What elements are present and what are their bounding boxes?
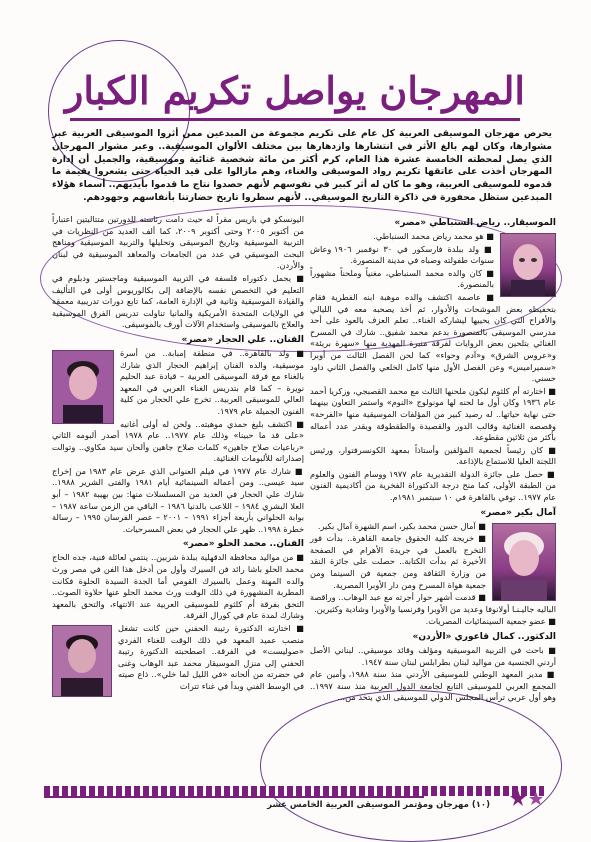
paragraph: ■ اكتشف بليغ حمدي موهبته.. ولحن له أولى أغانيه «على قد ما حبينا» وذلك عام ١٩٧٧.. عام ١٩٧٨ أصدر ألبومه الثاني «رباعيات صلاح جاهين» كلمات صلاح جاهين وألحان سيد مكاوي.. وتوالت إصداراته للألبومات الغنائية. [52, 418, 304, 464]
section-heading-mohamed-el-helw: الفنان.. محمد الحلو «مصر» [182, 539, 304, 550]
photo-mohamed-el-helw [52, 625, 112, 697]
title-underline [70, 118, 520, 121]
footer-rule [44, 796, 424, 798]
section-heading-kamal-kaouri: الدكتور.. كمال قاعوري «الأردن» [412, 632, 556, 642]
photo-riyad-al-sunbati [500, 233, 556, 297]
portrait-icon [493, 524, 555, 600]
paragraph: ■ ولد بالقاهرة.. في منطقة إمبابة.. من أسرة موسيقية، والده الفنان إبراهيم الحجار الذي شارك بالغناء مع فرقة الموسيقى العربية – قيادة عبد الحليم نويرة – كما قام بتدريس الغناء العربي في المعهد العالي للموسيقى العربية.. تخرج علي الحجار من كلية الفنون الجميلة عام ١٩٧٩. [120, 347, 304, 416]
paragraph: ■ عضو جمعية السينمائيات المصريات. [425, 616, 556, 627]
section-heading-sunbati: الموسيقار.. رياض السنباطي «مصر» [394, 218, 556, 228]
paragraph: ■ هو محمد رياض محمد السنباطي. [373, 231, 494, 241]
decorative-ring-bottom [260, 690, 562, 842]
intro-paragraph: يحرص مهرجان الموسيقى العربية كل عام على تكريم مجموعة من المبدعين ممن أثروا الموسيقى العربية عبر مشوارها، وكان لهم بالغ الأثر في انتشارها وازدهارها بين مختلف الألوان الموسيقية.. وعبر مشوار المهرجان الذي يصل لمحطته الخامسة عشرة هذا العام، كرم أكثر من مائة شخصية غنائية وموسيقية، والجميل أن إدارة المهرجان أخذت على عاتقها تكريم رواد الموسيقى والغناء، وهم مازالوا على قيد الحياة حتى يشعروا بقيمة ما قدموه للموسيقى العربية، وهو ما كان له أثر كبير في نفوسهم لأنهم حصدوا نتاج ما قدموا بأيديهم.. أسماء هؤلاء المبدعين ستظل محفورة في ذاكرة التاريخ الموسيقي.. لأنهم سطروا تاريخ حضارتنا بأنفاسهم وجهودهم. [52, 128, 552, 203]
paragraph: اليونسكو في باريس مقراً له حيث دامت رئاسته للدورتين متتاليتين اعتباراً من أكتوبر ٢٠٠٥ وحتى أكتوبر ٢٠٠٩، كما ألف العديد من النظريات في التربية الموسيقية وتاريخ الموسيقى وتحليلها والتربية الموسيقية ومناهج البحث الموسيقي في عدد من الجامعات والمعاهد الموسيقية في لبنان والأردن. [52, 214, 304, 271]
paragraph: ■ باحث في التربية الموسيقية ومؤلف وقائد موسيقي.. لبناني الأصل أردني الجنسية من مواليد لبنان بطرابلس لبنان سنة ١٩٤٧. [310, 645, 556, 667]
footer-decorative-band [44, 786, 544, 796]
paragraph: ■ ولد ببلدة فارسكور في ٣٠ نوفمبر ١٩٠٦ وعاش سنوات طفولته وصباه في مدينة المنصورة. [310, 243, 494, 266]
star-icon [508, 788, 546, 808]
photo-ali-el-haggar [52, 350, 114, 424]
paragraph: ■ اختارته أم كلثوم ليكون ملحنها الثالث مع محمد القصبجي، وزكريا أحمد عام ١٩٣٦ وكان أول ما لحنه لها مونولوج «النوم» واستمر التعاون بينهما حتى نهاية حياتها.. له رصيد كبير من المؤلفات الموسيقية منها «الفرحة» وقصصه الغنائية وقالب الدور والقصيدة والطقطوقة ويقدر عدد أعماله بأكثر من ثلاثين مقطوعة. [310, 385, 556, 443]
paragraph: ■ من مواليد محافظة الدقهلية ببلدة شربين.. ينتمي لعائلة فنية، جده الحاج محمد الحلو باشا رائد فن السيرك وأول من أدخل هذا الفن في مصر ورث والده المهنة وعمل بالسيرك القومي أما الجدة السيدة الحلوة فكانت المطربة المشهورة في ذلك الوقت ورث محمد الحلو عنها حلاوة الصوت.. التحق بفرقة أم كلثوم للموسيقى العربية عند الانتهاء، والتحق بالمعهد وشارك لمدة عام في كورال الفرقة. [52, 552, 304, 621]
portrait-icon [53, 626, 111, 696]
paragraph: ■ اختارته الدكتورة رتيبة الحفني حين كانت تشغل منصب عميد المعهد في ذلك الوقت للغناء الفردي «صوليست» في الفرقة.. اصطحبته الدكتورة رتيبة الحفني إلى منزل الموسيقار محمد عبد الوهاب وغنى في حضرته من ألحانه «في الليل لما خلي».. ذاع صيته في الوسط الفني وبدأ في غناء تترات [118, 623, 304, 691]
paragraph: ■ آمال حسن محمد بكير، اسم الشهرة آمال بكير. [317, 520, 486, 531]
section-heading-amal-bakir: آمال بكير «مصر» [480, 507, 556, 518]
portrait-icon [53, 351, 113, 423]
page-title: المهرجان يواصل تكريم الكبار [65, 68, 525, 113]
paragraph: ■ يحمل دكتوراه فلسفة في التربية الموسيقية وماجستير ودبلوم في التعليم في التخصص نفسه بالإضافة إلى بكالوريوس أولى في التأليف والقيادة الموسيقية وثانية في الإدارة العامة، كما تابع دورات تدريبية معمقة في الولايات المتحدة الأمريكية والمانيا تناولت تدريس الفرق الموسيقية والعلاج بالموسيقى واستخدام الآلات أورف بالموسيقى. [52, 272, 304, 330]
paragraph: ■ قدمت أشهر حوار أجرته مع عبد الوهاب.. وراقصة الباليه جاليـنـا أولانوفا وعديد من الأوبرا وفرنسيا والأوبرا وشادية وكثيرين. [310, 592, 556, 614]
page-footer-label: (١٠) مهرجان ومؤتمر الموسيقى العربية الخامس عشر [267, 800, 490, 810]
paragraph: ■ كان رئيساً لجمعية المؤلفين وأستاذاً بمعهد الكونسرفتوار، ورئيس اللجنة العليا للاستماع بالإذاعة. [310, 444, 556, 467]
paragraph: ■ مدير المعهد الوطني للموسيقى الأردني منذ سنة ١٩٨٨، وأمين عام المجمع العربي للموسيقى التابع لجامعة الدول العربية منذ سنة ١٩٩٧.. وهو أول عربي ترأس المجلس الدولي للموسيقى الذي يتخذ من... [310, 669, 557, 703]
paragraph: ■ حصل على جائزة الدولة التقديرية عام ١٩٧٧ ووسام الفنون والعلوم من الطبقة الأولى، كما منح درجة الدكتوراة الفخرية من أكاديمية الفنون عام ١٩٧٧.. توفي بالقاهرة في ١٠ سبتمبر ١٩٨١م. [310, 468, 556, 503]
photo-amal-bakir [492, 523, 556, 601]
paragraph: ■ خريجة كلية الحقوق جامعة القاهرة.. بدأت فور التخرج بالعمل في جريدة الأهرام في الصفحة الأخيرة ثم بدأت الكتابة.. حصلت على جائزة النقد من وزارة الثقافة ومن جمعية فن السينما ومن جمعية هواة المسرح ومن دار الأوبرا المصرية. [310, 533, 486, 590]
right-column [310, 214, 556, 705]
paragraph: ■ كان والده محمد السنباطي، مغنياً وملحناً مشهوراً بالمنصورة. [310, 267, 494, 290]
section-heading-ali-el-haggar: الفنان.. علي الحجار «مصر» [181, 334, 304, 345]
left-column [52, 214, 304, 699]
paragraph: ■ عاصمة اكتشف والده موهبة ابنه الفطرية فقام بتحفيظه بعض الموشحات والأدوار، ثم أخذ يصحبه معه في الليالي والأفراح التي كان يحييها ليشاركه الغناء.. تعلم العزف بالعود على أحد مدرسي الموسيقى بالمنصورة بدعم محمد شفيق.. شارك في المسرح الغنائي بتلحين بعض الروايات لفرقة منيرة المهدية منها «سهرة بريئة» و«عروس الشرق» و«آدم وحواء» كما لحن الفصل الثالث من أوبرا «سميراميس» وعن الفصل الأول منها كامل الخلعي والفصل الثاني داود حسني. [310, 291, 556, 384]
portrait-icon [501, 234, 555, 296]
paragraph: ■ شارك عام ١٩٧٧ في فيلم العنوانى الذي عرض عام ١٩٨٣ من إخراج سيد عيسى.. ومن أعماله السينمائية أيام ١٩٨١ والفتى الشرير ١٩٨٨.. شارك علي الحجار في العديد من المسلسلات منها: بين بهيبة ١٩٨٢ – أبو العلا البشري ١٩٨٤ – اللاعب بالدنيا ١٩٨٦ – الباقي من الزمن ساعة ١٩٨٧ – بوابة الحلواني بأربعة أجزاء ١٩٩١ – ٢٠٠١ – عصر الفرسان ١٩٩٥ – رسالة خطرة ١٩٩٨.. ظهر علي الحجار في بعض المسرحيات. [52, 465, 304, 534]
